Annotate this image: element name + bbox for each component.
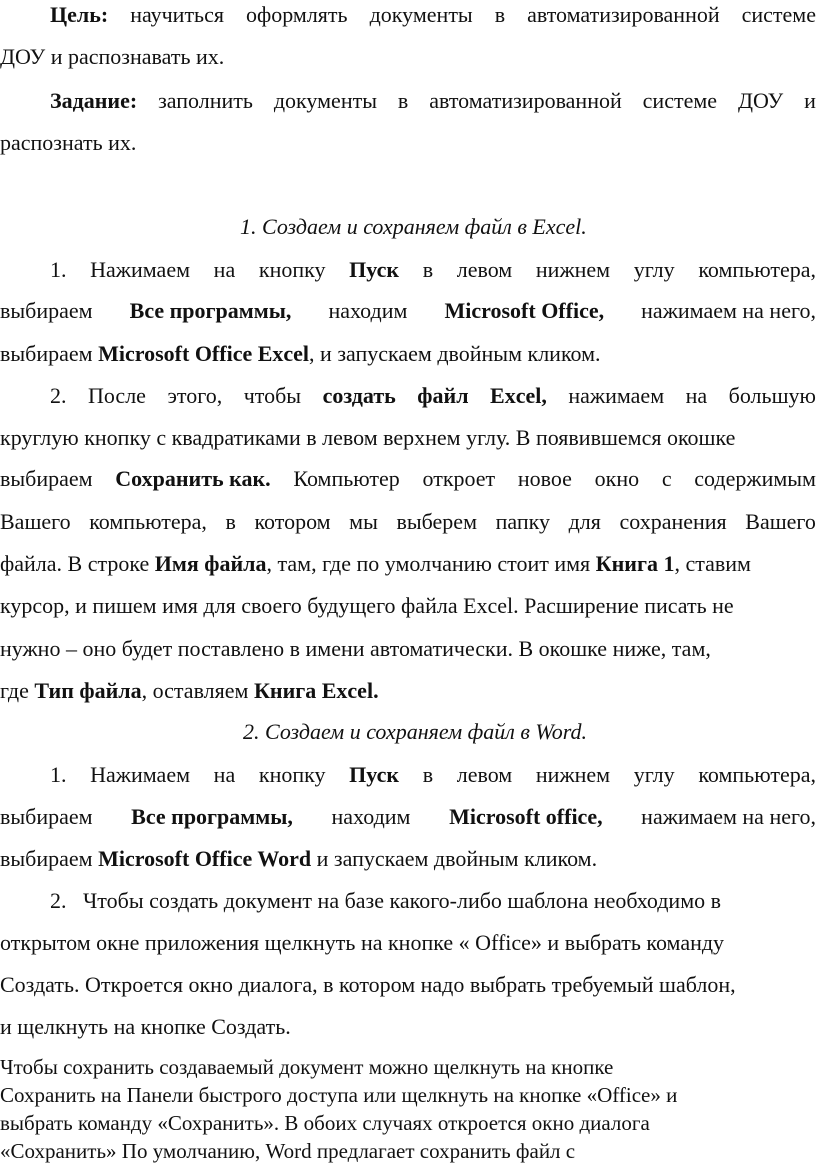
word: выберем [396, 509, 477, 534]
word: системе [642, 88, 718, 113]
word: компьютера, [698, 762, 816, 787]
text: Книга 1 [595, 551, 675, 576]
word: документы [273, 88, 377, 113]
word: окно [594, 466, 640, 491]
excel-step2-line-5 [0, 551, 751, 577]
word: Компьютер [293, 466, 400, 491]
word: новое [517, 466, 572, 491]
word: котором [254, 509, 331, 534]
word: этого, [167, 383, 223, 408]
word: системе [741, 2, 816, 27]
word: Нажимаем [90, 762, 191, 787]
word-step2-line-4: и щелкнуть на кнопке Создать. [0, 1014, 291, 1039]
text: файла. В строке [0, 551, 155, 576]
word: Все программы, [131, 804, 293, 829]
word: и [804, 88, 816, 113]
excel-step1-line-1 [0, 257, 816, 283]
excel-step2-line-1 [0, 383, 816, 409]
task-line-2: распознать их. [0, 130, 137, 155]
excel-step2-line-2: круглую кнопку с квадратиками в левом верхнем углу. В появившемся окошке [0, 425, 736, 450]
word: Пуск [349, 762, 400, 787]
word: Нажимаем [90, 257, 191, 282]
word-save-line-4: «Сохранить» По умолчанию, Word предлагает сохранить файл с [0, 1139, 576, 1163]
text: Книга Excel. [253, 678, 379, 703]
excel-step2-line-4 [0, 509, 816, 535]
word: на [213, 762, 236, 787]
section-heading-word: 2. Создаем и сохраняем файл в Word. [243, 719, 587, 744]
word: нажимаем на него, [641, 804, 816, 829]
word: выбираем [0, 298, 93, 323]
task-label: Задание: [50, 88, 138, 113]
word: на [685, 383, 708, 408]
word: в [422, 257, 434, 282]
word: находим [328, 298, 408, 323]
word: оформлять [245, 2, 348, 27]
excel-step2-line-6: курсор, и пишем имя для своего будущего файла Excel. Расширение писать не [0, 593, 734, 618]
text: Имя файла [154, 551, 267, 576]
word: Вашего [745, 509, 816, 534]
word: После [88, 383, 146, 408]
excel-step1-line-2 [0, 298, 816, 324]
word: в [422, 762, 434, 787]
word-save-line-2: Сохранить на Панели быстрого доступа или щелкнуть на кнопке «Office» и [0, 1083, 678, 1107]
word: с [661, 466, 672, 491]
word: нажимаем [568, 383, 665, 408]
word: автоматизированной [527, 2, 720, 27]
word: нижнем [535, 257, 611, 282]
goal-line-2: ДОУ и распознавать их. [0, 44, 225, 69]
word-save-line-3: выбрать команду «Сохранить». В обоих случаях откроется окно диалога [0, 1111, 650, 1135]
word: Пуск [349, 257, 400, 282]
text: , там, где по умолчанию стоит имя [266, 551, 596, 576]
word: выбираем [0, 804, 93, 829]
word: Все программы, [129, 298, 292, 323]
text: Microsoft Office Word [98, 846, 312, 871]
excel-step2-line-7: нужно – оно будет поставлено в имени автоматически. В окошке ниже, там, [0, 636, 711, 661]
word-step2-line-3: Создать. Откроется окно диалога, в котором надо выбрать требуемый шаблон, [0, 972, 736, 997]
word: находим [331, 804, 411, 829]
word-step1-line-3 [0, 846, 597, 872]
word-step2-line-1: 2. Чтобы создать документ на базе какого-либо шаблона необходимо в [50, 888, 721, 913]
word: Вашего [0, 509, 71, 534]
text: Тип файла [34, 678, 142, 703]
section-heading-excel: 1. Создаем и сохраняем файл в Excel. [240, 214, 587, 239]
word: Microsoft Office, [444, 298, 605, 323]
text: , и запускаем двойным кликом. [309, 341, 601, 366]
word: автоматизированной [429, 88, 622, 113]
word-step2-line-2: открытом окне приложения щелкнуть на кнопке « Office» и выбрать команду [0, 930, 725, 955]
excel-step2-line-8 [0, 678, 379, 704]
word: содержимым [694, 466, 816, 491]
word: углу [633, 257, 675, 282]
word: для [568, 509, 601, 534]
word: Microsoft office, [449, 804, 603, 829]
word: компьютера, [698, 257, 816, 282]
text: , оставляем [141, 678, 254, 703]
word: сохранения [619, 509, 727, 534]
word: нажимаем на него, [641, 298, 816, 323]
goal-label: Цель: [50, 2, 109, 27]
word: компьютера, [89, 509, 207, 534]
word: Сохранить как. [115, 466, 271, 491]
word: углу [633, 762, 675, 787]
word: в [397, 88, 409, 113]
word: 2. [50, 383, 67, 408]
word: папку [495, 509, 550, 534]
word: откроет [422, 466, 496, 491]
text: Microsoft Office Excel [98, 341, 310, 366]
word-step1-line-2 [0, 804, 816, 830]
word: кнопку [258, 257, 326, 282]
word: чтобы [243, 383, 302, 408]
word: мы [349, 509, 378, 534]
excel-step1-line-3 [0, 341, 601, 367]
word: выбираем [0, 466, 93, 491]
word: создать [322, 383, 396, 408]
word: ДОУ [737, 88, 784, 113]
excel-step2-line-3 [0, 466, 816, 492]
word: заполнить [158, 88, 253, 113]
word: нижнем [535, 762, 611, 787]
task-line-1 [0, 88, 816, 114]
word: документы [369, 2, 473, 27]
word: в [494, 2, 506, 27]
word: 1. [50, 762, 67, 787]
word: кнопку [258, 762, 326, 787]
word: на [213, 257, 236, 282]
text: и запускаем двойным кликом. [311, 846, 598, 871]
word: Excel, [490, 383, 547, 408]
word: 1. [50, 257, 67, 282]
word-step1-line-1 [0, 762, 816, 788]
word: левом [456, 762, 513, 787]
word: файл [417, 383, 469, 408]
text: выбираем [0, 846, 99, 871]
text: , ставим [674, 551, 751, 576]
word: в [225, 509, 236, 534]
word: левом [456, 257, 513, 282]
word: научиться [130, 2, 224, 27]
word: большую [728, 383, 816, 408]
word-save-line-1: Чтобы сохранить создаваемый документ можно щелкнуть на кнопке [0, 1055, 614, 1079]
text: выбираем [0, 341, 99, 366]
goal-line-1 [0, 2, 816, 28]
text: где [0, 678, 35, 703]
